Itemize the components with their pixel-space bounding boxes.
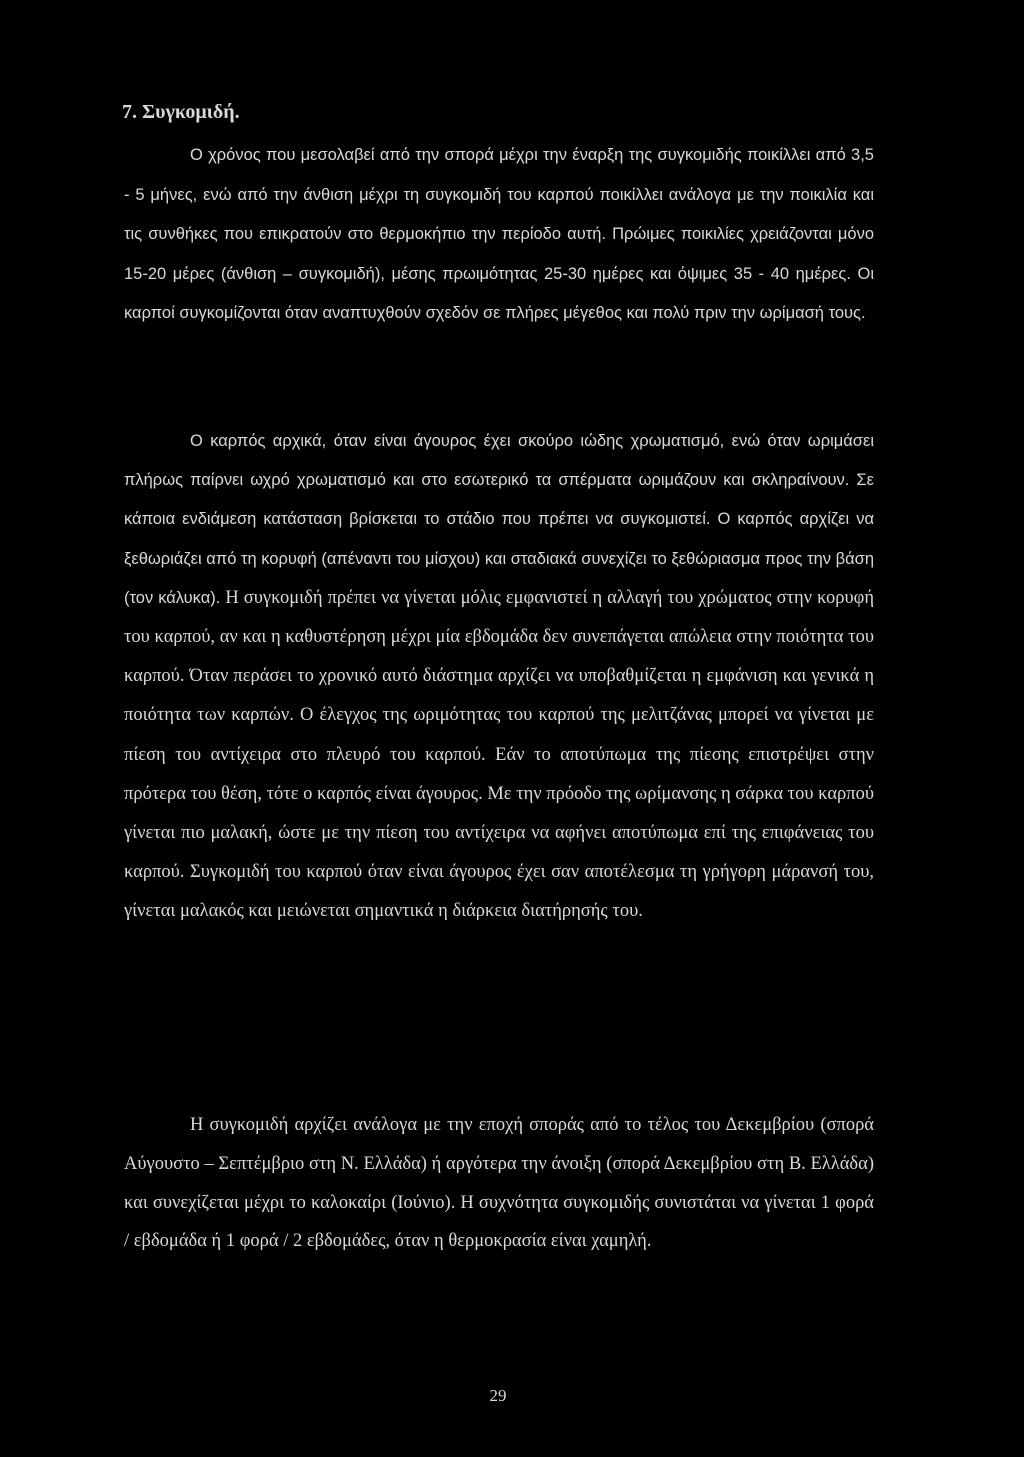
page-number: 29: [489, 1386, 507, 1405]
paragraph-fruit-ripening: [124, 422, 874, 932]
paragraph-ripeness-check: Η συγκομιδή πρέπει να γίνεται μόλις εμφανιστεί η αλλαγή του χρώματος στην κορυφή του καρπού, αν και η καθυστέρηση μέχρι μία εβδομάδα δεν συνεπάγεται απώλεια στην ποιότητα του καρπού. Όταν περάσει το χρονικό αυτό διάστημα αρχίζει να υποβαθμίζεται η εμφάνιση και γενικά η ποιότητα των καρπών. Ο έλεγχος της ωριμότητας του καρπού της μελιτζάνας μπορεί να γίνεται με πίεση του αντίχειρα στο πλευρό του καρπού. Εάν το αποτύπωμα της πίεσης επιστρέψει στην πρότερα του θέση, τότε ο καρπός είναι άγουρος. Με την πρόοδο της ωρίμανσης η σάρκα του καρπού γίνεται πιο μαλακή, ώστε με την πίεση του αντίχειρα να αφήνει αποτύπωμα επί της επιφάνειας του καρπού. Συγκομιδή του καρπού όταν είναι άγουρος έχει σαν αποτέλεσμα τη γρήγορη μάρανσή του, γίνεται μαλακός και μειώνεται σημαντικά η διάρκεια διατήρησής του.: [124, 587, 874, 922]
section-heading: 7. Συγκομιδή.: [122, 101, 240, 123]
paragraph-harvest-season: Η συγκομιδή αρχίζει ανάλογα με την εποχή σποράς από το τέλος του Δεκεμβρίου (σπορά Αύγουστο – Σεπτέμβριο στη Ν. Ελλάδα) ή αργότερα την άνοιξη (σπορά Δεκεμβρίου στη Β. Ελλάδα) και συνεχίζεται μέχρι το καλοκαίρι (Ιούνιο). Η συχνότητα συγκομιδής συνιστάται να γίνεται 1 φορά / εβδομάδα ή 1 φορά / 2 εβδομάδες, όταν η θερμοκρασία είναι χαμηλή.: [124, 1115, 874, 1252]
paragraph-harvest-timing: Ο χρόνος που μεσολαβεί από την σπορά μέχρι την έναρξη της συγκομιδής ποικίλλει από 3,5 - 5 μήνες, ενώ από την άνθιση μέχρι τη συγκομιδή του καρπού ποικίλλει ανάλογα με την ποικιλία και τις συνθήκες που επικρατούν στο θερμοκήπιο την περίοδο αυτή. Πρώιμες ποικιλίες χρειάζονται μόνο 15-20 μέρες (άνθιση – συγκομιδή), μέσης πρωιμότητας 25-30 ημέρες και όψιμες 35 - 40 ημέρες. Οι καρποί συγκομίζονται όταν αναπτυχθούν σχεδόν σε πλήρες μέγεθος και πολύ πριν την ωρίμασή τους.: [124, 146, 874, 322]
paragraph-fruit-color: Ο καρπός αρχικά, όταν είναι άγουρος έχει σκούρο ιώδης χρωματισμό, ενώ όταν ωριμάσει πλήρως παίρνει ωχρό χρωματισμό και στο εσωτερικό τα σπέρματα ωριμάζουν και σκληραίνουν. Σε κάποια ενδιάμεση κατάσταση βρίσκεται το στάδιο που πρέπει να συγκομιστεί. Ο καρπός αρχίζει να ξεθωριάζει από τη κορυφή (απέναντι του μίσχου) και σταδιακά συνεχίζει το ξεθώριασμα προς την βάση (τον κάλυκα).: [124, 432, 874, 607]
